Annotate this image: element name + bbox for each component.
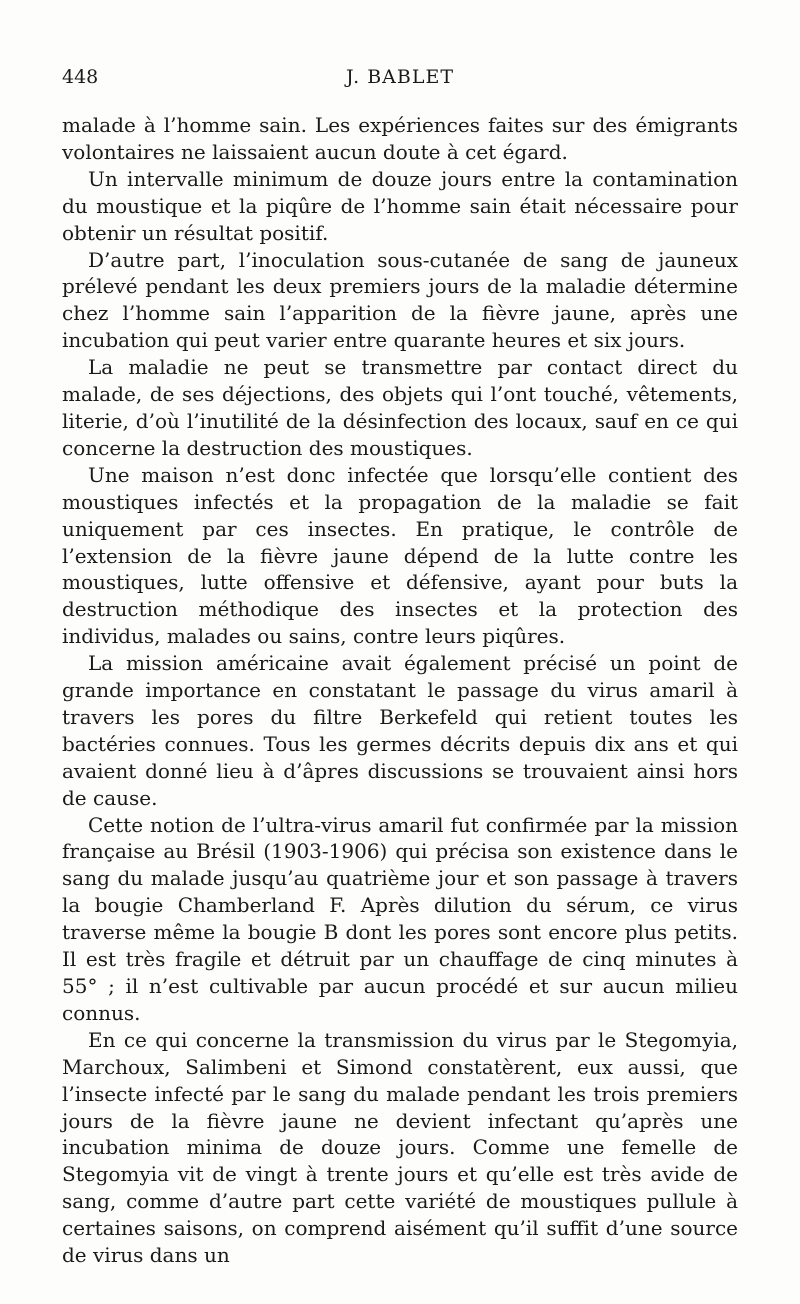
page-header [62,66,738,92]
running-head: J. BABLET [345,66,455,88]
paragraph: malade à l’homme sain. Les expériences faites sur des émigrants volontaires ne laissaient aucun doute à cet égard. [62,113,738,164]
paragraph: En ce qui concerne la transmission du virus par le Stegomyia, Marchoux, Salimbeni et Simond constatèrent, eux aussi, que l’insecte infecté par le sang du malade pendant les trois premiers jours de la fièvre jaune ne devient infectant qu’après une incubation minima de douze jours. Comme une femelle de Stegomyia vit de vingt à trente jours et qu’elle est très avide de sang, comme d’autre part cette variété de moustiques pullule à certaines saisons, on comprend aisément qu’il suffit d’une source de virus dans un [62,1027,738,1268]
paragraph: La mission américaine avait également précisé un point de grande importance en constatant le passage du virus amaril à travers les pores du filtre Berkefeld qui retient toutes les bactéries connues. Tous les germes décrits depuis dix ans et qui avaient donné lieu à d’âpres discussions se trouvaient ainsi hors de cause. [62,651,738,810]
paragraph: D’autre part, l’inoculation sous-cutanée de sang de jauneux prélevé pendant les deux premiers jours de la maladie détermine chez l’homme sain l’apparition de la fièvre jaune, après une incubation qui peut varier entre quarante heures et six jours. [62,247,738,353]
paragraph: Un intervalle minimum de douze jours entre la contamination du moustique et la piqûre de l’homme sain était nécessaire pour obtenir un résultat positif. [62,166,738,245]
page-number: 448 [62,66,99,88]
body-text [62,112,738,1269]
paragraph: Cette notion de l’ultra-virus amaril fut confirmée par la mission française au Brésil (1903-1906) qui précisa son existence dans le sang du malade jusqu’au quatrième jour et son passage à travers la bougie Chamberland F. Après dilution du sérum, ce virus traverse même la bougie B dont les pores sont encore plus petits. Il est très fragile et détruit par un chauffage de cinq minutes à 55° ; il n’est cultivable par aucun procédé et sur aucun milieu connus. [62,812,738,1025]
paragraph: La maladie ne peut se transmettre par contact direct du malade, de ses déjections, des objets qui l’ont touché, vêtements, literie, d’où l’inutilité de la désinfection des locaux, sauf en ce qui concerne la destruction des moustiques. [62,355,738,460]
paragraph: Une maison n’est donc infectée que lorsqu’elle contient des moustiques infectés et la propagation de la maladie se fait uniquement par ces insectes. En pratique, le contrôle de l’extension de la fièvre jaune dépend de la lutte contre les moustiques, lutte offensive et défensive, ayant pour buts la destruction méthodique des insectes et la protection des individus, malades ou sains, contre leurs piqûres. [62,462,738,649]
